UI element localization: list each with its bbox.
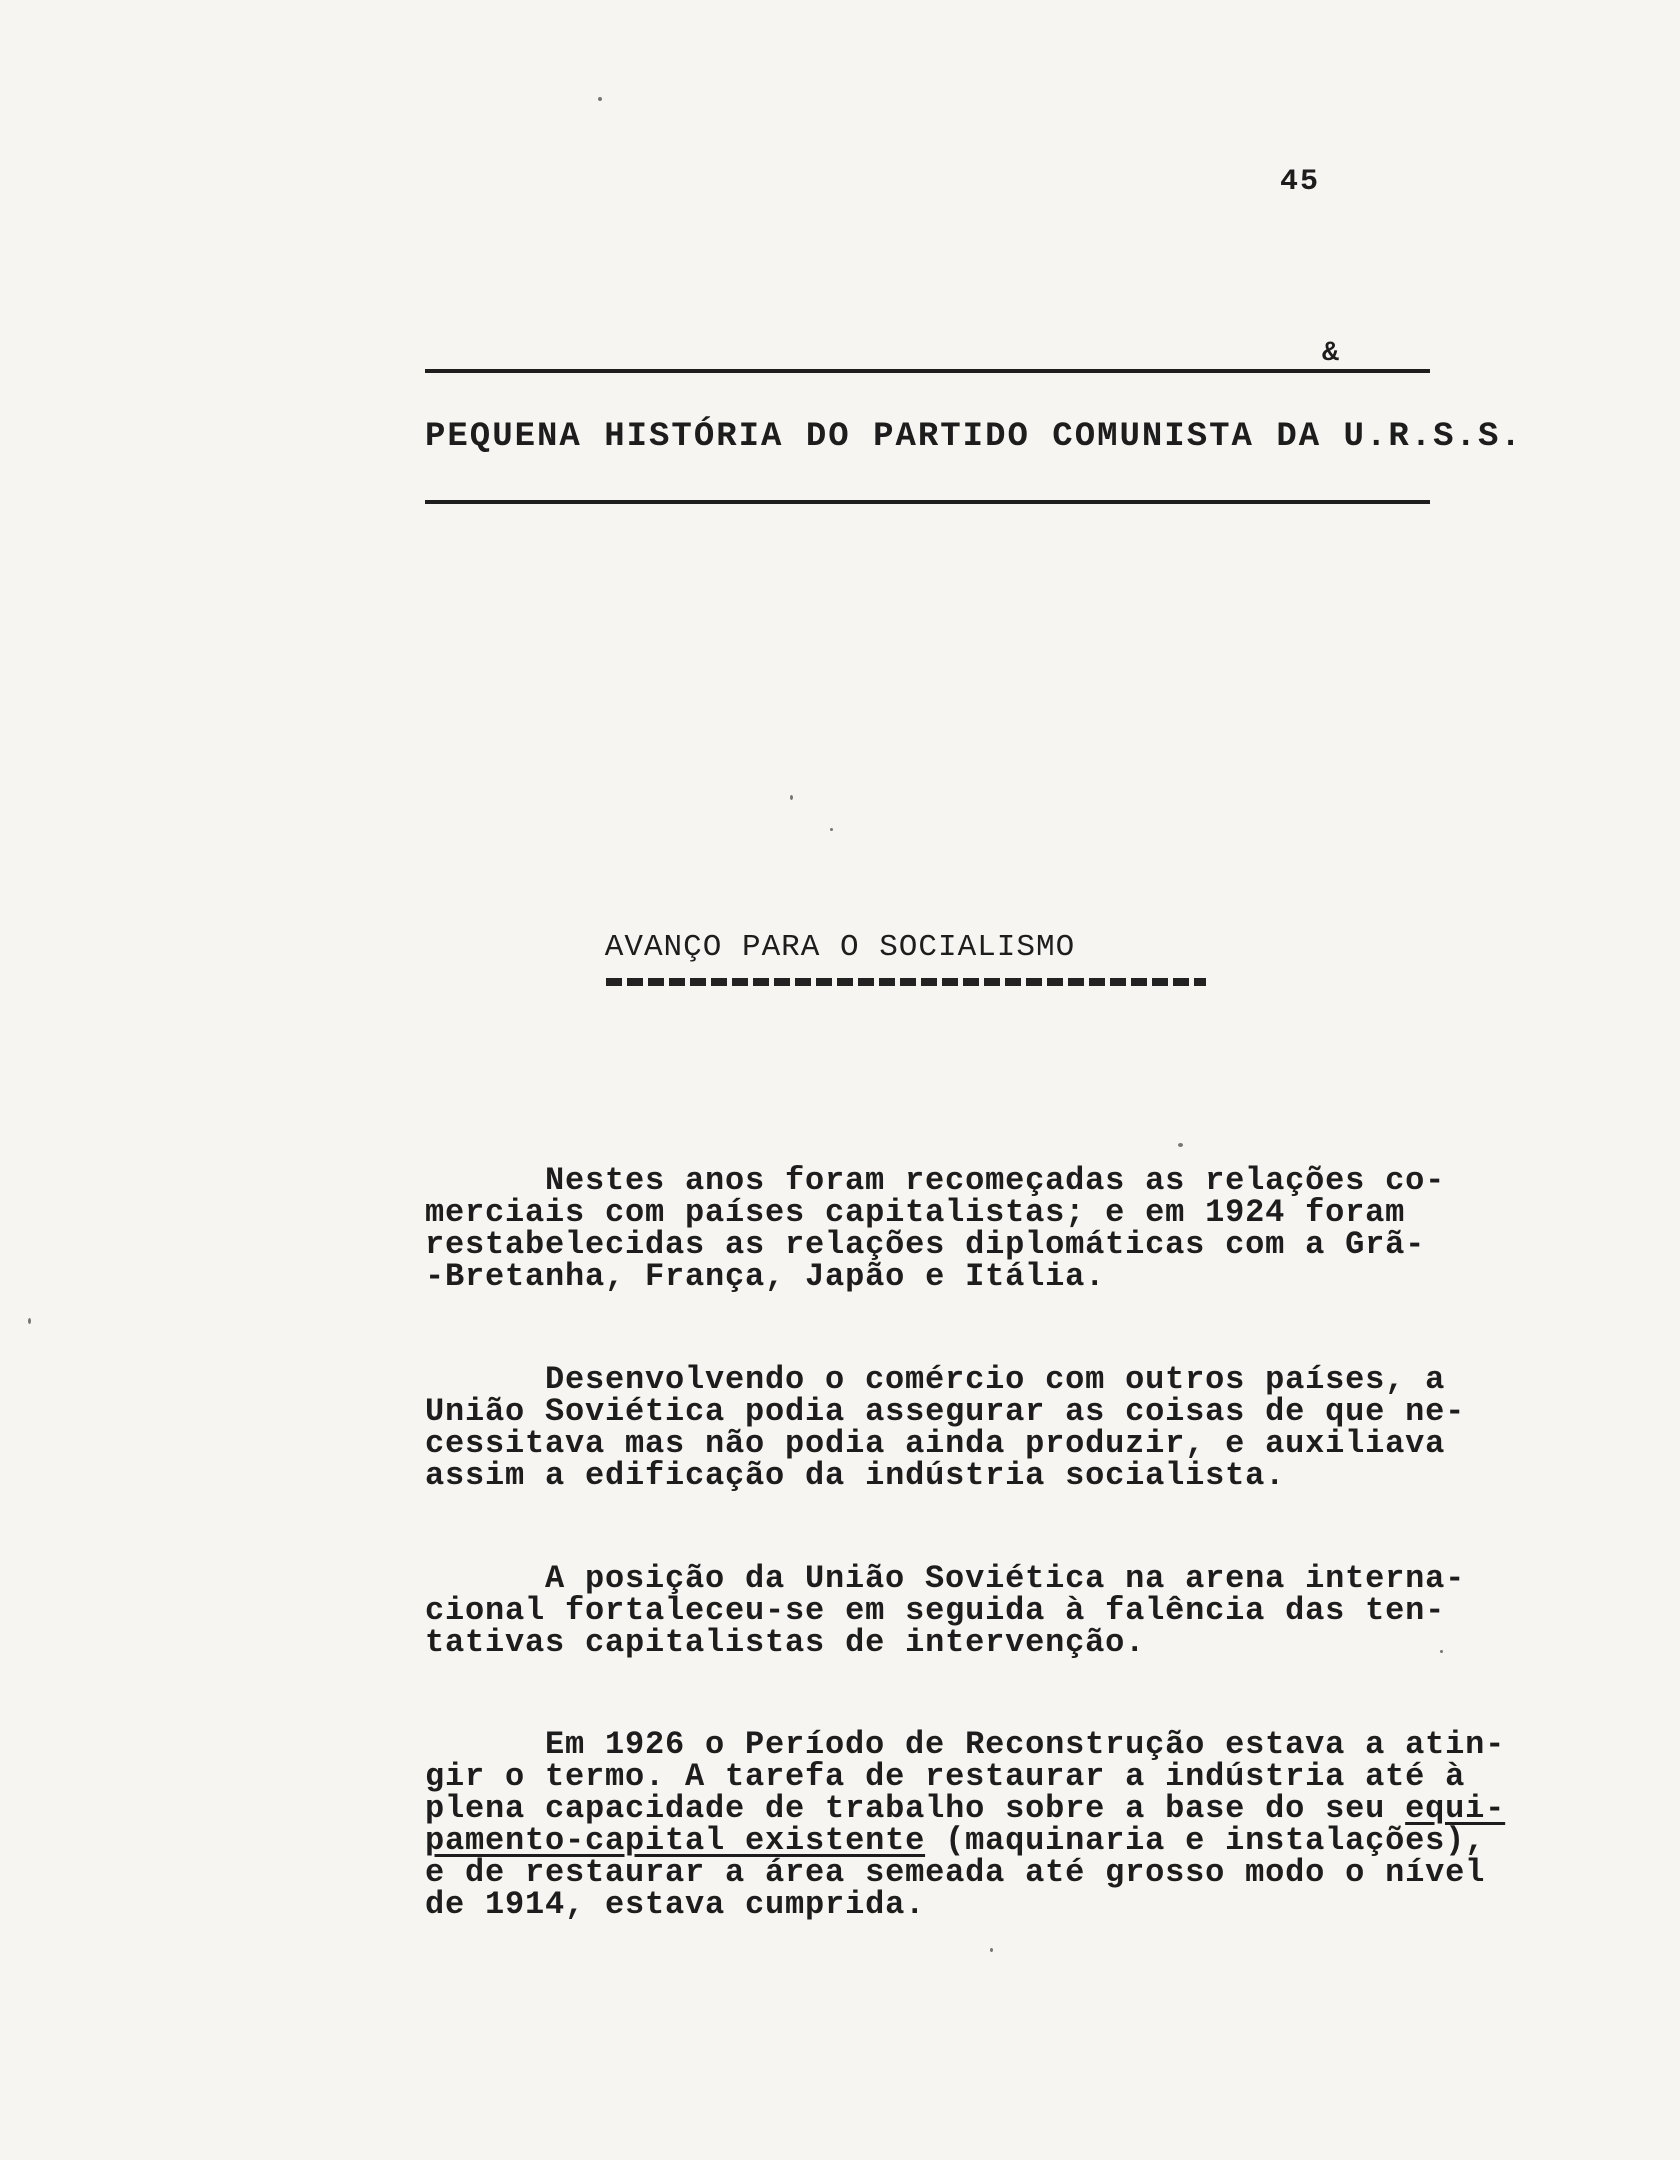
text-line: cional fortaleceu-se em seguida à falência das ten- <box>425 1592 1446 1629</box>
text-line: tativas capitalistas de intervenção. <box>425 1624 1146 1661</box>
text-line: Desenvolvendo o comércio com outros países, a <box>545 1361 1446 1398</box>
underlined-text: equi- <box>1405 1790 1506 1827</box>
header-rule-top <box>425 369 1430 373</box>
running-head: PEQUENA HISTÓRIA DO PARTIDO COMUNISTA DA U.R.S.S. <box>425 418 1523 456</box>
text-line: cessitava mas não podia ainda produzir, e auxiliava <box>425 1425 1446 1462</box>
page-number: 45 <box>1280 165 1321 199</box>
underlined-text: pamento-capital existente <box>425 1822 926 1859</box>
scan-speck <box>790 795 793 800</box>
text-line: Em 1926 o Período de Reconstrução estava a atin- <box>545 1726 1506 1763</box>
scan-speck <box>598 97 602 101</box>
text-line: -Bretanha, França, Japão e Itália. <box>425 1258 1106 1295</box>
text-line: restabelecidas as relações diplomáticas com a Grã- <box>425 1226 1426 1263</box>
text-line: merciais com países capitalistas; e em 1924 foram <box>425 1194 1406 1231</box>
scan-speck <box>28 1318 31 1324</box>
scan-speck <box>1178 1143 1183 1147</box>
scan-speck <box>990 1948 993 1952</box>
chapter-title-underline <box>606 978 1206 986</box>
text-line: e de restaurar a área semeada até grosso modo o nível <box>425 1854 1486 1891</box>
text-segment: (maquinaria e instalações), <box>925 1822 1486 1859</box>
chapter-title: AVANÇO PARA O SOCIALISMO <box>604 930 1076 965</box>
scan-speck <box>1440 1650 1443 1653</box>
text-line <box>425 1822 1486 1859</box>
text-line: União Soviética podia assegurar as coisas de que ne- <box>425 1393 1466 1430</box>
text-line <box>425 1790 1506 1827</box>
scan-speck <box>830 828 833 831</box>
text-line: de 1914, estava cumprida. <box>425 1886 926 1923</box>
header-mark: & <box>1322 338 1339 369</box>
header-rule-bottom <box>425 500 1430 504</box>
text-line: gir o termo. A tarefa de restaurar a indústria até à <box>425 1758 1466 1795</box>
text-line: assim a edificação da indústria socialista. <box>425 1457 1286 1494</box>
paragraph-3 <box>425 1560 1485 1661</box>
paragraph-4 <box>425 1726 1506 1923</box>
text-line: Nestes anos foram recomeçadas as relações co- <box>545 1162 1446 1199</box>
text-segment: plena capacidade de trabalho sobre a base do seu <box>425 1790 1406 1827</box>
paragraph-2 <box>425 1361 1485 1494</box>
paragraph-1 <box>425 1162 1485 1295</box>
text-line: A posição da União Soviética na arena interna- <box>545 1560 1466 1597</box>
